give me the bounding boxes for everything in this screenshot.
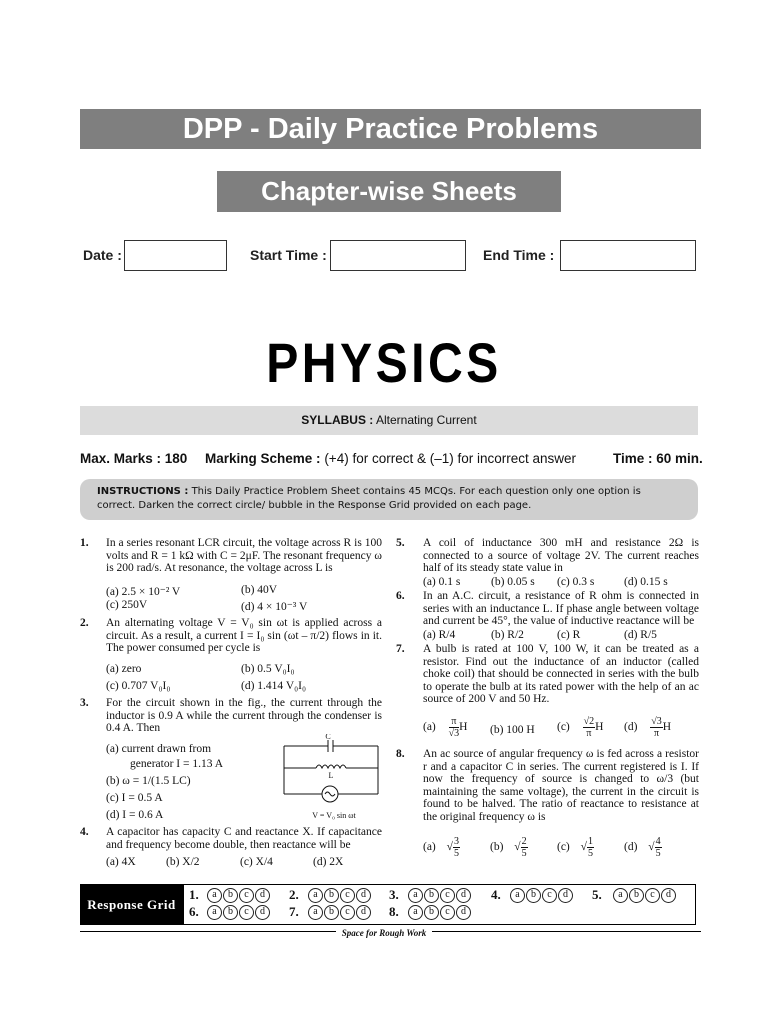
fig-label-c: C [325,734,331,741]
marking-scheme-value: (+4) for correct & (–1) for incorrect answer [324,451,577,466]
grid-number: 4. [491,887,501,902]
fraction-denominator: 5 [453,848,459,859]
bubble-option-a[interactable]: a [613,888,628,903]
grid-number: 1. [189,887,199,902]
syllabus-value: Alternating Current [375,413,477,427]
start-time-label: Start Time : [250,247,327,263]
bubble-option-a[interactable]: a [510,888,525,903]
bubble-option-c[interactable]: c [542,888,557,903]
question-text: An alternating voltage V = V₀ sin ωt is applied across a circuit. As a result, a current I = I₀ sin (ωt – π/2) flows in it. The power consumed per cycle is [106,617,382,655]
grid-number: 5. [592,887,602,902]
fig-label-l: L [328,771,334,780]
fraction-denominator: π [586,728,592,739]
option-b: (b) R/2 [491,629,524,641]
question-text: A coil of inductance 300 mH and resistance 2Ω is connected to a source of voltage 2V. The current reaches half of its steady state value in [423,537,699,575]
option-b: (b) 100 H [490,724,535,736]
bubble-option-d[interactable]: d [356,888,371,903]
option-b: (b) 0.05 s [491,576,535,588]
option-c: (c) X/4 [240,856,273,868]
option-a: (a) √ $\frac{3}{5}$ [423,836,459,859]
rough-work-label [0,928,768,938]
option-b-label: (b) [490,841,504,854]
bubble-option-a[interactable]: a [308,888,323,903]
start-time-field[interactable] [330,240,466,271]
bubble-option-b[interactable]: b [223,905,238,920]
bubble-group-1 [207,888,270,903]
bubble-option-c[interactable]: c [239,905,254,920]
option-b: (b) 40V [241,584,278,596]
bubble-option-d[interactable]: d [661,888,676,903]
question-text: For the circuit shown in the fig., the current through the inductor is 0.9 A while the current through the condenser is 0.4 A. Then [106,697,382,735]
question-number: 8. [396,748,405,760]
question-text: An ac source of angular frequency ω is fed across a resistor r and a capacitor C in series. The current registered is I. If now the frequency of source is changed to ω/3 (but maintaining the same voltage), the current in the circuit is found to be halved. The ratio of reactance to resistance at the original frequency ω is [423,748,699,823]
question-number: 4. [80,826,89,838]
question-text: A bulb is rated at 100 V, 100 W, it can be treated as a resistor. Find out the inductance of an inductor (called choke coil) that should be connected in series with the bulb to operate the bulb at its rated power with the help of an ac source of 200 V and 50 Hz. [423,643,699,706]
option-c: (c) √ $\frac{1}{5}$ [557,836,593,859]
bubble-option-b[interactable]: b [324,905,339,920]
question-text: In an A.C. circuit, a resistance of R ohm is connected in series with an inductance L. If phase angle between voltage and current be 45°, the value of inductive reactance will be [423,590,699,628]
option-a-continued: generator I = 1.13 A [130,758,224,770]
bubble-option-d[interactable]: d [456,905,471,920]
option-c: (c) 0.3 s [557,576,595,588]
option-d: (d) 2X [313,856,344,868]
fraction-numerator: √3 [651,716,662,727]
rough-work-text: Space for Rough Work [336,928,432,938]
question-number: 5. [396,537,405,549]
fraction-numerator: 1 [587,836,593,847]
grid-number: 8. [389,904,399,919]
option-a: (a) current drawn from [106,743,212,755]
date-label: Date : [83,247,122,263]
option-a [423,716,467,739]
fraction-denominator: 5 [587,848,593,859]
bubble-option-d[interactable]: d [255,888,270,903]
option-c: (c) R [557,629,581,641]
bubble-option-b[interactable]: b [424,905,439,920]
instructions-text: This Daily Practice Problem Sheet contains 45 MCQs. For each question only one option is correct. Darken the correct circle/ bubble in the Response Grid provided on each page. [97,486,641,511]
option-a-label: (a) [423,841,436,854]
option-c: (c) 250V [106,599,148,611]
bubble-group-5 [613,888,676,903]
syllabus-bar [80,406,698,435]
page-subtitle: Chapter-wise Sheets [217,171,561,212]
option-a: (a) R/4 [423,629,456,641]
unit: H [595,721,604,734]
bubble-option-d[interactable]: d [456,888,471,903]
fraction-numerator: 4 [655,836,661,847]
marking-scheme-label: Marking Scheme : [205,451,321,466]
bubble-group-4 [510,888,573,903]
grid-number: 6. [189,904,199,919]
lc-circuit-figure [278,734,386,824]
end-time-field[interactable] [560,240,696,271]
fraction-numerator: √2 [583,716,595,727]
fraction-denominator: 5 [521,848,527,859]
option-a: (a) zero [106,663,142,675]
option-d: (d) 0.15 s [624,576,668,588]
question-text: A capacitor has capacity C and reactance X. If capacitance and frequency become double, then reactance will be [106,826,382,851]
option-c [557,716,603,739]
option-b: (b) √ $\frac{2}{5}$ [490,836,527,859]
question-number: 7. [396,643,405,655]
bubble-option-a[interactable]: a [408,888,423,903]
option-c-label: (c) [557,721,570,734]
unit: H [662,721,672,734]
bubble-option-a[interactable]: a [207,888,222,903]
option-c: (c) I = 0.5 A [106,792,163,804]
option-b: (b) 0.5 V₀I₀ [241,663,295,675]
fraction-numerator: 2 [521,836,527,847]
option-d: (d) 1.414 V₀I₀ [241,680,306,692]
bubble-option-b[interactable]: b [223,888,238,903]
bubble-option-c[interactable]: c [340,905,355,920]
option-d: (d) 4 × 10⁻³ V [241,601,308,613]
option-a: (a) 2.5 × 10⁻² V [106,586,181,598]
page-title: DPP - Daily Practice Problems [80,109,701,149]
fraction-denominator: π [654,728,660,739]
bubble-option-b[interactable]: b [526,888,541,903]
option-a: (a) 4X [106,856,136,868]
bubble-option-c[interactable]: c [239,888,254,903]
option-d: (d) √ $\frac{4}{5}$ [624,836,661,859]
bubble-option-c[interactable]: c [340,888,355,903]
option-a: (a) 0.1 s [423,576,461,588]
instructions-label: INSTRUCTIONS : [97,486,189,497]
bubble-option-a[interactable]: a [207,905,222,920]
grid-number: 3. [389,887,399,902]
bubble-option-d[interactable]: d [558,888,573,903]
syllabus-label: SYLLABUS : [301,413,374,427]
marking-scheme [205,451,576,466]
response-grid [183,884,696,925]
subject-heading: PHYSICS [266,331,502,394]
bubble-group-2 [308,888,371,903]
bubble-group-6 [207,905,270,920]
bubble-option-b[interactable]: b [629,888,644,903]
time-limit: Time : 60 min. [613,451,703,466]
bubble-option-b[interactable]: b [424,888,439,903]
fraction-numerator: 3 [453,836,459,847]
bubble-group-7 [308,905,371,920]
fraction-denominator: 5 [655,848,661,859]
option-c: (c) 0.707 V₀I₀ [106,680,171,692]
date-field[interactable] [124,240,227,271]
max-marks: Max. Marks : 180 [80,451,188,466]
question-number: 2. [80,617,89,629]
bubble-option-a[interactable]: a [408,905,423,920]
option-d: (d) I = 0.6 A [106,809,164,821]
question-number: 3. [80,697,89,709]
question-number: 1. [80,537,89,549]
unit: H [459,721,468,734]
bubble-group-8 [408,905,471,920]
bubble-group-3 [408,888,471,903]
response-grid-label: Response Grid [80,884,183,925]
question-text: In a series resonant LCR circuit, the voltage across R is 100 volts and R = 1 kΩ with C = 2μF. The resonant frequency ω is 200 rad/s. At resonance, the voltage across L is [106,537,382,575]
grid-number: 7. [289,904,299,919]
bubble-option-c[interactable]: c [440,905,455,920]
instructions-box [80,479,698,520]
fig-label-v: V = V₀ sin ωt [312,811,356,820]
option-c-label: (c) [557,841,570,854]
end-time-label: End Time : [483,247,555,263]
fraction-numerator: π [449,716,460,728]
grid-number: 2. [289,887,299,902]
option-a-label: (a) [423,721,436,734]
bubble-option-d[interactable]: d [255,905,270,920]
bubble-option-a[interactable]: a [308,905,323,920]
option-b: (b) X/2 [166,856,200,868]
option-d-label: (d) [624,721,638,734]
option-d-label: (d) [624,841,638,854]
bubble-option-d[interactable]: d [356,905,371,920]
bubble-option-c[interactable]: c [440,888,455,903]
option-d [624,716,671,739]
option-d: (d) R/5 [624,629,657,641]
question-number: 6. [396,590,405,602]
fraction-denominator: √3 [448,728,460,739]
option-b: (b) ω = 1/(1.5 LC) [106,775,191,787]
bubble-option-c[interactable]: c [645,888,660,903]
bubble-option-b[interactable]: b [324,888,339,903]
